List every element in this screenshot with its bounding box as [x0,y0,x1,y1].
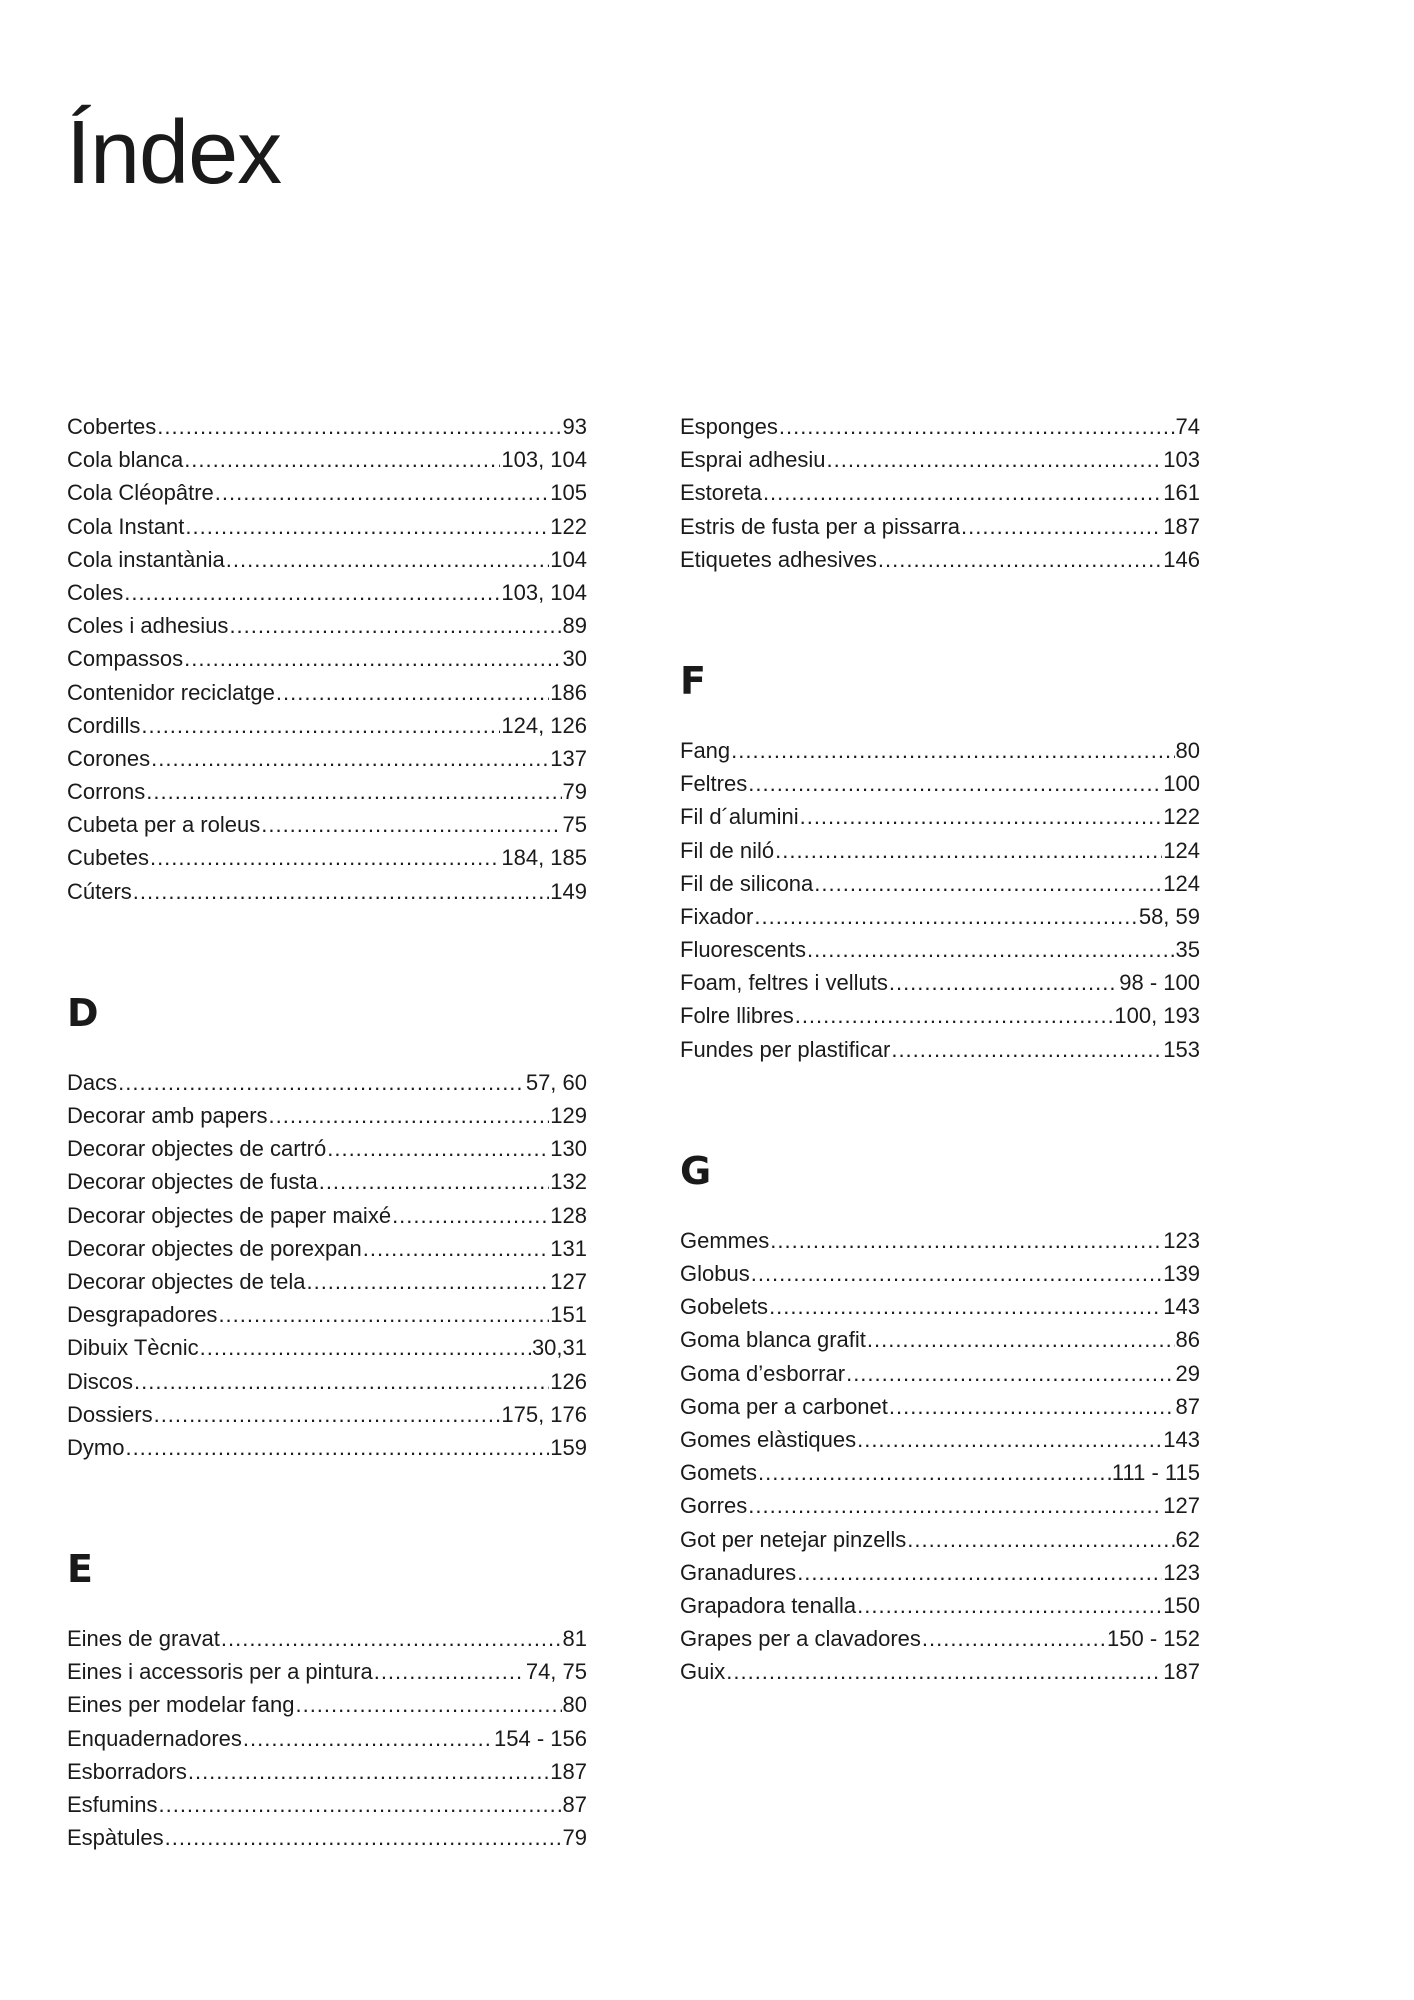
entry-term: Decorar objectes de paper maixé [67,1202,392,1228]
entry-pages: 103 [1163,447,1200,473]
entry-pages: 153 [1163,1036,1200,1062]
dot-leader [150,841,500,874]
index-entry [680,476,1200,509]
dot-leader [922,1622,1106,1655]
dot-leader [857,1423,1162,1456]
entry-term: Fil de niló [680,837,775,863]
entry-pages: 150 - 152 [1107,1626,1200,1652]
dot-leader [763,476,1162,509]
dot-leader [184,443,500,476]
dot-leader [878,543,1162,576]
index-entry [67,1655,587,1688]
index-entry [680,510,1200,543]
index-entry [680,734,1200,767]
entry-term: Dacs [67,1069,118,1095]
dot-leader [215,476,550,509]
entry-pages: 80 [1175,737,1200,763]
entry-pages: 30 [562,646,587,672]
dot-leader [748,1489,1162,1522]
entry-term: Gobelets [680,1294,769,1320]
entry-pages: 35 [1175,937,1200,963]
entry-term: Esprai adhesiu [680,447,826,473]
index-entry [67,510,587,543]
index-entry [67,1331,587,1364]
index-entry [67,1298,587,1331]
index-entry [680,1224,1200,1257]
entry-term: Goma blanca grafit [680,1327,866,1353]
dot-leader [769,1290,1162,1323]
entry-pages: 57, 60 [525,1069,587,1095]
index-entry [680,1456,1200,1489]
entry-term: Estris de fusta per a pissarra [680,513,961,539]
index-column-left [67,410,587,1854]
entry-pages: 126 [550,1368,587,1394]
entry-pages: 187 [1163,513,1200,539]
entry-term: Cola Cléopâtre [67,480,214,506]
index-entry [680,867,1200,900]
entry-pages: 29 [1175,1360,1200,1386]
index-section [67,410,587,908]
index-entry [67,1265,587,1298]
index-entry [67,1788,587,1821]
entry-pages: 87 [1175,1393,1200,1419]
dot-leader [751,1257,1163,1290]
entry-pages: 122 [1163,804,1200,830]
dot-leader [134,1365,549,1398]
dot-leader [184,642,561,675]
entry-term: Cubetes [67,845,149,871]
index-entry [67,841,587,874]
entry-pages: 146 [1163,546,1200,572]
entry-pages: 98 - 100 [1119,970,1200,996]
entry-term: Cordills [67,712,141,738]
entry-pages: 105 [550,480,587,506]
entry-pages: 131 [550,1235,587,1261]
index-entry [680,1257,1200,1290]
index-entry [67,775,587,808]
index-section [67,990,587,1464]
index-entry [680,1323,1200,1356]
dot-leader [374,1655,525,1688]
index-entry [67,1199,587,1232]
entry-pages: 103, 104 [501,579,587,605]
entry-term: Coles i adhesius [67,613,229,639]
entry-pages: 127 [1163,1493,1200,1519]
dot-leader [726,1655,1162,1688]
entry-term: Got per netejar pinzells [680,1526,907,1552]
dot-leader [807,933,1175,966]
entry-term: Estoreta [680,480,762,506]
entry-pages: 80 [562,1692,587,1718]
index-column-right [680,410,1200,1688]
entry-term: Gorres [680,1493,748,1519]
index-entry [680,1423,1200,1456]
dot-leader [157,410,561,443]
index-entry [67,476,587,509]
dot-leader [731,734,1174,767]
dot-leader [814,867,1162,900]
section-letter: F [680,658,706,703]
index-entry [67,676,587,709]
index-entry [680,1589,1200,1622]
dot-leader [857,1589,1162,1622]
index-entry [680,1523,1200,1556]
index-entry [680,1489,1200,1522]
dot-leader [797,1556,1162,1589]
entry-pages: 175, 176 [501,1401,587,1427]
entry-term: Corrons [67,779,146,805]
entry-term: Decorar objectes de cartró [67,1136,327,1162]
dot-leader [754,900,1137,933]
entry-term: Goma per a carbonet [680,1393,888,1419]
index-entry [67,410,587,443]
dot-leader [758,1456,1111,1489]
index-entry [67,1431,587,1464]
index-entry [67,1622,587,1655]
dot-leader [748,767,1162,800]
entry-term: Eines per modelar fang [67,1692,295,1718]
entry-pages: 75 [562,812,587,838]
index-entry [67,1165,587,1198]
dot-leader [907,1523,1174,1556]
index-entry [67,1099,587,1132]
index-section [680,658,1200,1066]
entry-term: Decorar objectes de porexpan [67,1235,362,1261]
section-letter: E [67,1547,93,1592]
entry-term: Cola instantània [67,546,225,572]
index-entry [680,800,1200,833]
index-entry [680,1033,1200,1066]
index-entry [67,742,587,775]
entry-pages: 150 [1163,1592,1200,1618]
entry-pages: 103, 104 [501,447,587,473]
entry-term: Eines de gravat [67,1626,220,1652]
dot-leader [846,1357,1174,1390]
dot-leader [295,1688,561,1721]
index-entry [67,1066,587,1099]
entry-term: Fixador [680,903,754,929]
index-entry [67,1398,587,1431]
entry-term: Cola Instant [67,513,185,539]
dot-leader [188,1755,549,1788]
entry-pages: 124 [1163,870,1200,896]
entry-term: Foam, feltres i velluts [680,970,888,996]
index-entry [67,1722,587,1755]
entry-term: Cubeta per a roleus [67,812,261,838]
entry-term: Eines i accessoris per a pintura [67,1659,373,1685]
entry-term: Fluorescents [680,937,806,963]
entry-pages: 186 [550,679,587,705]
index-section [67,1547,587,1854]
entry-term: Goma d’esborrar [680,1360,846,1386]
dot-leader [867,1323,1175,1356]
entry-term: Discos [67,1368,134,1394]
entry-term: Esfumins [67,1792,158,1817]
entry-pages: 74, 75 [525,1659,587,1685]
dot-leader [158,1788,561,1821]
entry-term: Compassos [67,646,184,672]
index-entry [67,609,587,642]
entry-term: Cobertes [67,414,157,439]
dot-leader [146,775,561,808]
entry-pages: 127 [550,1268,587,1294]
index-entry [680,933,1200,966]
index-entry [680,543,1200,576]
entry-term: Fundes per plastificar [680,1036,891,1062]
dot-leader [118,1066,525,1099]
entry-pages: 87 [562,1792,587,1817]
dot-leader [261,808,561,841]
index-entry [67,443,587,476]
entry-term: Granadures [680,1559,797,1585]
index-entry [680,1357,1200,1390]
index-entry [67,1755,587,1788]
entry-term: Esponges [680,414,778,439]
index-entry [680,443,1200,476]
entry-pages: 30,31 [531,1335,587,1361]
entry-pages: 130 [550,1136,587,1162]
entry-pages: 161 [1163,480,1200,506]
index-entry [680,999,1200,1032]
entry-term: Gomes elàstiques [680,1426,857,1452]
dot-leader [889,966,1118,999]
index-entry [67,543,587,576]
entry-term: Decorar objectes de tela [67,1268,306,1294]
dot-leader [154,1398,501,1431]
entry-term: Enquadernadores [67,1725,242,1751]
dot-leader [221,1622,562,1655]
entry-pages: 89 [562,613,587,639]
index-section [680,410,1200,576]
entry-term: Esborradors [67,1758,187,1784]
entry-term: Grapadora tenalla [680,1592,857,1618]
dot-leader [800,800,1163,833]
index-entry [680,1655,1200,1688]
index-entry [67,1821,587,1854]
entry-term: Cúters [67,878,132,904]
entry-pages: 62 [1175,1526,1200,1552]
index-entry [680,1290,1200,1323]
dot-leader [891,1033,1162,1066]
entry-pages: 74 [1175,414,1200,439]
index-entry [680,767,1200,800]
index-section [680,1148,1200,1689]
entry-term: Fang [680,737,731,763]
dot-leader [889,1390,1175,1423]
entry-term: Fil de silicona [680,870,814,896]
index-entry [680,1622,1200,1655]
entry-pages: 124 [1163,837,1200,863]
entry-pages: 129 [550,1103,587,1128]
section-letter: G [680,1148,712,1193]
index-entry [67,875,587,908]
entry-term: Gomets [680,1460,758,1486]
index-entry [680,834,1200,867]
index-entry [67,576,587,609]
index-entry [680,966,1200,999]
dot-leader [125,1431,549,1464]
entry-term: Guix [680,1659,726,1685]
entry-term: Decorar objectes de fusta [67,1169,318,1195]
entry-pages: 123 [1163,1227,1200,1253]
entry-pages: 93 [562,414,587,439]
index-entry [67,642,587,675]
entry-term: Folre llibres [680,1003,794,1029]
dot-leader [141,709,500,742]
dot-leader [276,676,549,709]
dot-leader [185,510,549,543]
entry-term: Contenidor reciclatge [67,679,275,705]
entry-pages: 154 - 156 [494,1725,587,1751]
entry-term: Corones [67,745,151,771]
dot-leader [133,875,549,908]
entry-pages: 81 [562,1626,587,1652]
index-entry [67,1132,587,1165]
section-letter: D [67,990,99,1035]
entry-pages: 151 [550,1302,587,1328]
entry-term: Dibuix Tècnic [67,1335,199,1361]
dot-leader [243,1722,493,1755]
entry-pages: 128 [550,1202,587,1228]
index-entry [67,709,587,742]
entry-pages: 132 [550,1169,587,1195]
index-entry [67,808,587,841]
dot-leader [306,1265,549,1298]
entry-term: Dymo [67,1434,125,1460]
dot-leader [827,443,1163,476]
dot-leader [779,410,1175,443]
entry-term: Etiquetes adhesives [680,546,877,572]
dot-leader [392,1199,549,1232]
entry-pages: 79 [562,779,587,805]
dot-leader [218,1298,549,1331]
dot-leader [363,1232,550,1265]
entry-pages: 143 [1163,1426,1200,1452]
entry-pages: 79 [562,1825,587,1851]
dot-leader [795,999,1114,1032]
entry-pages: 143 [1163,1294,1200,1320]
entry-pages: 184, 185 [501,845,587,871]
entry-term: Desgrapadores [67,1302,218,1328]
dot-leader [775,834,1162,867]
index-entry [680,1556,1200,1589]
index-entry [680,1390,1200,1423]
index-entry [67,1365,587,1398]
entry-pages: 123 [1163,1559,1200,1585]
entry-term: Globus [680,1261,750,1286]
entry-pages: 122 [550,513,587,539]
entry-pages: 159 [550,1434,587,1460]
entry-term: Espàtules [67,1825,164,1851]
entry-pages: 187 [550,1758,587,1784]
dot-leader [151,742,549,775]
entry-term: Decorar amb papers [67,1103,268,1128]
entry-pages: 124, 126 [501,712,587,738]
entry-term: Cola blanca [67,447,184,473]
entry-pages: 86 [1175,1327,1200,1353]
entry-pages: 58, 59 [1138,903,1200,929]
dot-leader [226,543,550,576]
index-entry [67,1688,587,1721]
dot-leader [327,1132,549,1165]
entry-term: Grapes per a clavadores [680,1626,921,1652]
index-entry [680,900,1200,933]
dot-leader [165,1821,562,1854]
dot-leader [319,1165,550,1198]
entry-pages: 111 - 115 [1111,1460,1200,1486]
dot-leader [124,576,500,609]
dot-leader [961,510,1162,543]
entry-pages: 100 [1163,771,1200,797]
entry-term: Fil d´alumini [680,804,799,830]
entry-pages: 100, 193 [1114,1003,1200,1029]
entry-pages: 104 [550,546,587,572]
index-entry [67,1232,587,1265]
entry-pages: 187 [1163,1659,1200,1685]
entry-term: Gemmes [680,1227,770,1253]
index-entry [680,410,1200,443]
entry-term: Coles [67,579,124,605]
page-title: Índex [66,103,282,203]
entry-term: Dossiers [67,1401,153,1427]
entry-term: Feltres [680,771,748,797]
entry-pages: 139 [1163,1261,1200,1286]
dot-leader [200,1331,531,1364]
entry-pages: 137 [550,745,587,771]
entry-pages: 149 [550,878,587,904]
dot-leader [229,609,561,642]
dot-leader [269,1099,550,1132]
dot-leader [770,1224,1162,1257]
